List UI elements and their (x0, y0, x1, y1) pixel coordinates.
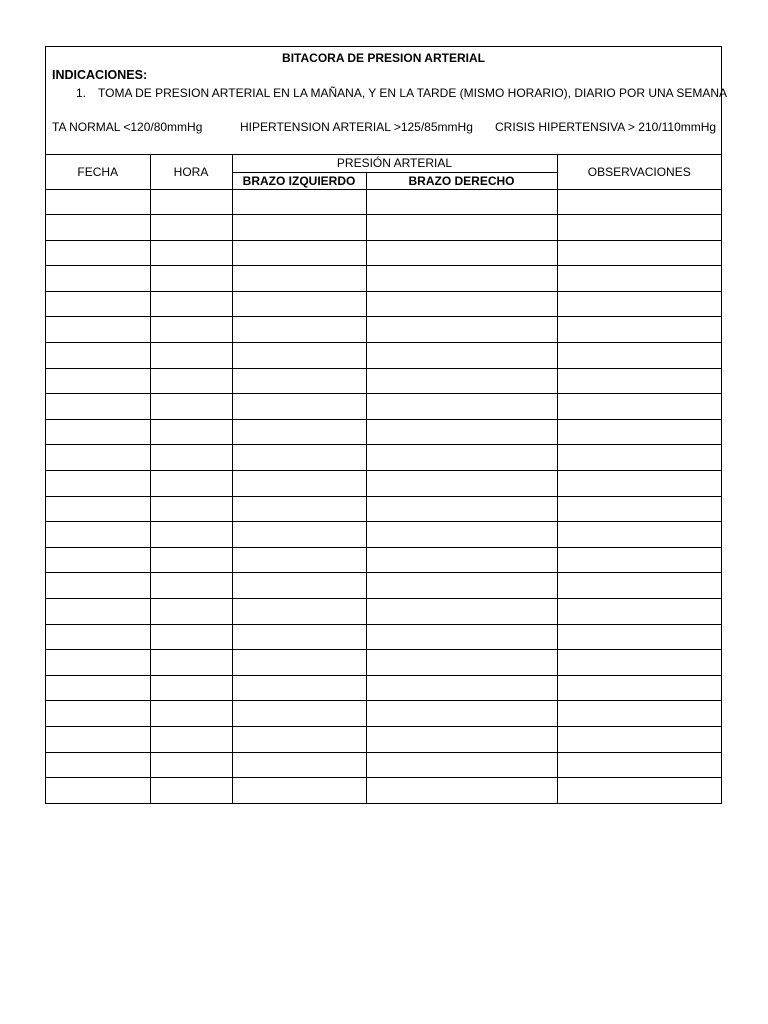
table-row (46, 189, 721, 215)
left-arm-cell[interactable] (232, 599, 366, 625)
table-row (46, 394, 721, 420)
observations-cell[interactable] (557, 650, 721, 676)
observations-cell[interactable] (557, 445, 721, 471)
table-row (46, 547, 721, 573)
time-cell[interactable] (150, 573, 232, 599)
table-row (46, 471, 721, 497)
table-row (46, 726, 721, 752)
left-arm-cell[interactable] (232, 778, 366, 804)
date-cell[interactable] (46, 368, 150, 394)
date-cell[interactable] (46, 701, 150, 727)
observations-cell[interactable] (557, 189, 721, 215)
time-cell[interactable] (150, 368, 232, 394)
observations-cell[interactable] (557, 522, 721, 548)
instruction-item (76, 86, 727, 100)
time-cell[interactable] (150, 291, 232, 317)
right-arm-cell[interactable] (366, 522, 557, 548)
table-row (46, 650, 721, 676)
observations-cell[interactable] (557, 266, 721, 292)
left-arm-cell[interactable] (232, 445, 366, 471)
time-cell[interactable] (150, 496, 232, 522)
table-row (46, 573, 721, 599)
right-arm-cell[interactable] (366, 573, 557, 599)
left-arm-cell[interactable] (232, 215, 366, 241)
time-cell[interactable] (150, 675, 232, 701)
column-header-right-arm: BRAZO DERECHO (366, 172, 557, 189)
left-arm-cell[interactable] (232, 573, 366, 599)
time-cell[interactable] (150, 726, 232, 752)
right-arm-cell[interactable] (366, 317, 557, 343)
observations-cell[interactable] (557, 573, 721, 599)
date-cell[interactable] (46, 215, 150, 241)
right-arm-cell[interactable] (366, 778, 557, 804)
right-arm-cell[interactable] (366, 471, 557, 497)
time-cell[interactable] (150, 419, 232, 445)
time-cell[interactable] (150, 650, 232, 676)
date-cell[interactable] (46, 778, 150, 804)
left-arm-cell[interactable] (232, 343, 366, 369)
right-arm-cell[interactable] (366, 266, 557, 292)
observations-cell[interactable] (557, 419, 721, 445)
observations-cell[interactable] (557, 675, 721, 701)
left-arm-cell[interactable] (232, 624, 366, 650)
time-cell[interactable] (150, 317, 232, 343)
observations-cell[interactable] (557, 726, 721, 752)
indications-label: INDICACIONES: (52, 68, 148, 82)
instruction-text: TOMA DE PRESION ARTERIAL EN LA MAÑANA, Y EN LA TARDE (MISMO HORARIO), DIARIO POR UNA SEMANA (98, 86, 728, 100)
left-arm-cell[interactable] (232, 726, 366, 752)
time-cell[interactable] (150, 445, 232, 471)
observations-cell[interactable] (557, 317, 721, 343)
right-arm-cell[interactable] (366, 650, 557, 676)
date-cell[interactable] (46, 291, 150, 317)
table-row (46, 752, 721, 778)
observations-cell[interactable] (557, 215, 721, 241)
left-arm-cell[interactable] (232, 701, 366, 727)
log-table-body (46, 189, 721, 803)
time-cell[interactable] (150, 215, 232, 241)
date-cell[interactable] (46, 343, 150, 369)
range-hypertension: HIPERTENSION ARTERIAL >125/85mmHg (240, 120, 473, 134)
right-arm-cell[interactable] (366, 215, 557, 241)
table-row (46, 240, 721, 266)
table-row (46, 291, 721, 317)
date-cell[interactable] (46, 471, 150, 497)
date-cell[interactable] (46, 624, 150, 650)
observations-cell[interactable] (557, 752, 721, 778)
time-cell[interactable] (150, 547, 232, 573)
blood-pressure-log-sheet (45, 46, 728, 804)
table-row (46, 419, 721, 445)
date-cell[interactable] (46, 394, 150, 420)
time-cell[interactable] (150, 599, 232, 625)
time-cell[interactable] (150, 266, 232, 292)
observations-cell[interactable] (557, 547, 721, 573)
instruction-number: 1. (76, 86, 87, 100)
date-cell[interactable] (46, 317, 150, 343)
table-row (46, 445, 721, 471)
right-arm-cell[interactable] (366, 726, 557, 752)
time-cell[interactable] (150, 752, 232, 778)
time-cell[interactable] (150, 240, 232, 266)
right-arm-cell[interactable] (366, 189, 557, 215)
left-arm-cell[interactable] (232, 522, 366, 548)
date-cell[interactable] (46, 599, 150, 625)
observations-cell[interactable] (557, 599, 721, 625)
observations-cell[interactable] (557, 778, 721, 804)
observations-cell[interactable] (557, 496, 721, 522)
range-normal: TA NORMAL <120/80mmHg (52, 120, 203, 134)
column-header-left-arm: BRAZO IZQUIERDO (232, 172, 366, 189)
table-row (46, 624, 721, 650)
table-row (46, 368, 721, 394)
date-cell[interactable] (46, 266, 150, 292)
observations-cell[interactable] (557, 240, 721, 266)
right-arm-cell[interactable] (366, 496, 557, 522)
time-cell[interactable] (150, 189, 232, 215)
column-header-pressure: PRESIÓN ARTERIAL (232, 155, 557, 172)
date-cell[interactable] (46, 445, 150, 471)
left-arm-cell[interactable] (232, 547, 366, 573)
right-arm-cell[interactable] (366, 343, 557, 369)
table-row (46, 599, 721, 625)
date-cell[interactable] (46, 419, 150, 445)
date-cell[interactable] (46, 496, 150, 522)
time-cell[interactable] (150, 343, 232, 369)
right-arm-cell[interactable] (366, 240, 557, 266)
left-arm-cell[interactable] (232, 394, 366, 420)
table-row (46, 215, 721, 241)
time-cell[interactable] (150, 778, 232, 804)
date-cell[interactable] (46, 240, 150, 266)
left-arm-cell[interactable] (232, 240, 366, 266)
table-row (46, 496, 721, 522)
log-header (46, 47, 728, 155)
left-arm-cell[interactable] (232, 419, 366, 445)
log-table (46, 155, 721, 803)
column-header-observations: OBSERVACIONES (557, 155, 721, 189)
table-row (46, 266, 721, 292)
right-arm-cell[interactable] (366, 445, 557, 471)
left-arm-cell[interactable] (232, 650, 366, 676)
right-arm-cell[interactable] (366, 419, 557, 445)
date-cell[interactable] (46, 522, 150, 548)
right-arm-cell[interactable] (366, 394, 557, 420)
right-arm-cell[interactable] (366, 547, 557, 573)
left-arm-cell[interactable] (232, 189, 366, 215)
document-title: BITACORA DE PRESION ARTERIAL (282, 51, 485, 65)
table-row (46, 675, 721, 701)
date-cell[interactable] (46, 726, 150, 752)
table-row (46, 522, 721, 548)
date-cell[interactable] (46, 675, 150, 701)
right-arm-cell[interactable] (366, 291, 557, 317)
left-arm-cell[interactable] (232, 496, 366, 522)
table-row (46, 343, 721, 369)
time-cell[interactable] (150, 624, 232, 650)
right-arm-cell[interactable] (366, 624, 557, 650)
left-arm-cell[interactable] (232, 266, 366, 292)
left-arm-cell[interactable] (232, 368, 366, 394)
left-arm-cell[interactable] (232, 291, 366, 317)
observations-cell[interactable] (557, 471, 721, 497)
right-arm-cell[interactable] (366, 599, 557, 625)
left-arm-cell[interactable] (232, 471, 366, 497)
right-arm-cell[interactable] (366, 675, 557, 701)
column-header-time: HORA (150, 155, 232, 189)
observations-cell[interactable] (557, 343, 721, 369)
table-row (46, 778, 721, 804)
date-cell[interactable] (46, 752, 150, 778)
observations-cell[interactable] (557, 624, 721, 650)
date-cell[interactable] (46, 573, 150, 599)
time-cell[interactable] (150, 471, 232, 497)
table-row (46, 701, 721, 727)
time-cell[interactable] (150, 394, 232, 420)
left-arm-cell[interactable] (232, 752, 366, 778)
date-cell[interactable] (46, 650, 150, 676)
table-row (46, 317, 721, 343)
right-arm-cell[interactable] (366, 701, 557, 727)
observations-cell[interactable] (557, 291, 721, 317)
left-arm-cell[interactable] (232, 675, 366, 701)
time-cell[interactable] (150, 522, 232, 548)
range-crisis: CRISIS HIPERTENSIVA > 210/110mmHg (495, 120, 717, 134)
observations-cell[interactable] (557, 701, 721, 727)
left-arm-cell[interactable] (232, 317, 366, 343)
date-cell[interactable] (46, 189, 150, 215)
column-header-date: FECHA (46, 155, 150, 189)
right-arm-cell[interactable] (366, 368, 557, 394)
right-arm-cell[interactable] (366, 752, 557, 778)
time-cell[interactable] (150, 701, 232, 727)
observations-cell[interactable] (557, 394, 721, 420)
observations-cell[interactable] (557, 368, 721, 394)
date-cell[interactable] (46, 547, 150, 573)
